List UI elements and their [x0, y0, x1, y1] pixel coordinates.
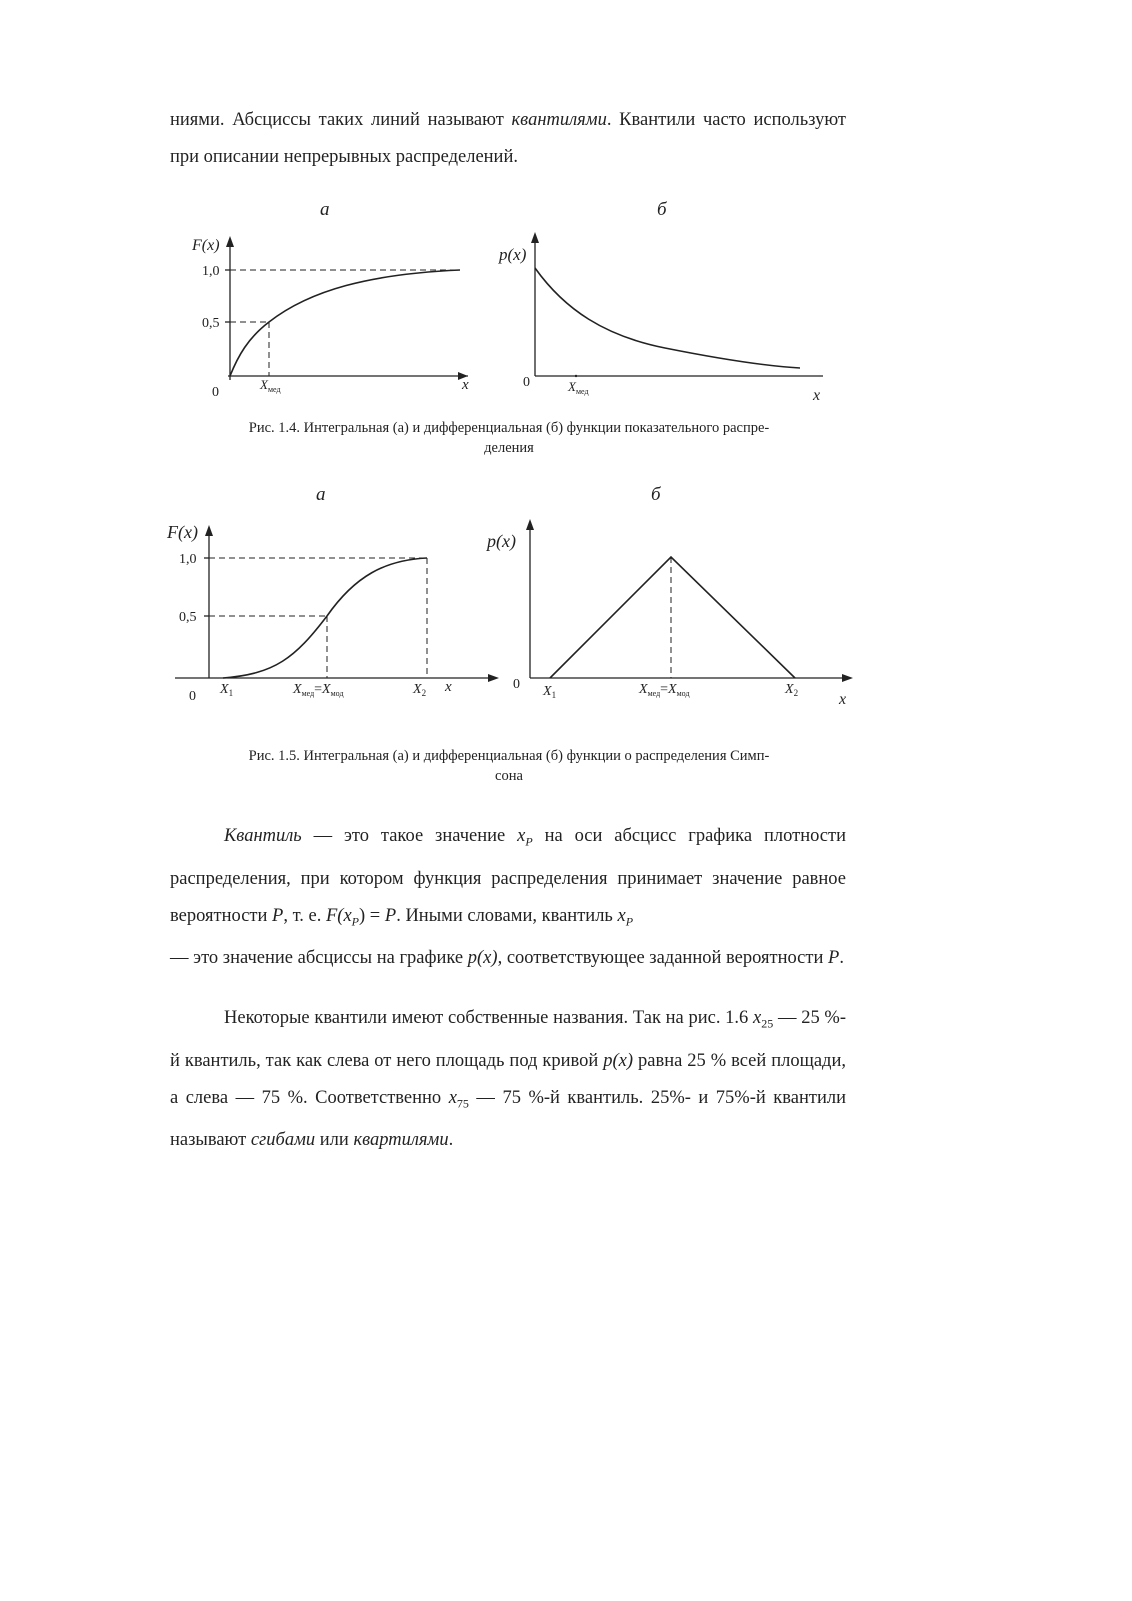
fig15-label-a: а: [316, 484, 326, 505]
fig15-caption: [175, 746, 843, 786]
text-run: — 25 %-й квантиль, так как слева от него площадь под кривой: [170, 1008, 846, 1071]
fig15-b-plot: [485, 515, 865, 710]
named-quantiles-paragraph: [170, 1000, 846, 1159]
fig15a-curve: [223, 558, 427, 678]
text-run: — это такое значение: [301, 826, 518, 846]
fig15b-ylabel: p(x): [487, 531, 516, 551]
text-run: на оси абсцисс графика плотности распределения, при котором функция распределения принимает значение равное вероятности: [170, 826, 846, 926]
text-run: — это значение абсциссы на графике: [170, 948, 468, 969]
text-run: ) =: [359, 905, 385, 926]
sub-p: P: [625, 914, 634, 929]
fig15b-y-arrow: [526, 519, 534, 530]
sub-75: 75: [456, 1096, 469, 1111]
fig15a-xlabel: x: [445, 679, 452, 695]
var-x: x: [617, 905, 626, 926]
fig14-label-b: б: [657, 199, 667, 220]
fig15a-origin: 0: [189, 689, 196, 704]
top-text-2: . Квантили часто: [606, 110, 746, 130]
var-x: x: [753, 1008, 762, 1028]
quantile-definition-paragraph: [170, 818, 846, 977]
formula-f: F(x: [325, 905, 352, 926]
fig14-caption-line1: Рис. 1.4. Интегральная (а) и дифференциальная (б) функции показательного распре-: [248, 420, 770, 436]
fig15b-xlabel: x: [839, 691, 847, 708]
fig15b-x2: $X_2$: [785, 682, 799, 698]
term-quantiles: квантилями: [511, 110, 607, 130]
fig15b-x1: $X_1$: [543, 684, 557, 700]
text-run: — 75 %-й квантиль. 25%- и 75%-й квантили называют: [170, 1087, 846, 1151]
fig14a-xmed: $X_{мед}$: [260, 377, 281, 394]
text-run: . Иными словами, квантиль: [396, 905, 618, 926]
text-run: .: [839, 948, 844, 969]
text-run: равна 25 % всей площади, а слева — 75 %. Соответственно: [170, 1050, 846, 1108]
var-p: P: [828, 948, 840, 969]
fig15b-triangle: [550, 557, 795, 678]
fig15a-x2: $X_2$: [413, 682, 427, 698]
fig14-caption-line2: деления: [484, 440, 534, 456]
fig14a-curve: [230, 270, 460, 376]
fig15-label-b: б: [651, 484, 661, 505]
fig14b-xlabel: x: [813, 387, 821, 404]
fig14-label-a: а: [320, 199, 330, 220]
text-run: , соответствующее заданной вероятности: [497, 948, 829, 969]
top-text-1: ниями. Абсциссы таких линий называют: [170, 110, 504, 130]
fig14a-tick-1: 1,0: [202, 264, 220, 279]
top-text-3: используют при описании непрерывных распределений.: [170, 110, 847, 167]
formula-px: p(x): [467, 948, 498, 969]
fig15a-ylabel: F(x): [167, 522, 198, 542]
fig14b-y-arrow: [531, 232, 539, 243]
fig14-caption: [175, 418, 843, 458]
fig15a-x1: $X_1$: [220, 682, 234, 698]
fig15b-origin: 0: [513, 677, 520, 692]
fig14b-ylabel: p(x): [499, 245, 527, 264]
fig15-caption-line1: Рис. 1.5. Интегральная (а) и дифференциальная (б) функции о распределения Симп-: [248, 748, 770, 764]
sub-p: P: [351, 914, 360, 929]
sub-25: 25: [761, 1016, 774, 1031]
formula-px: p(x): [603, 1050, 634, 1071]
fig14a-y-arrow: [226, 236, 234, 247]
fig15a-y-arrow: [205, 525, 213, 536]
fig14a-origin: 0: [212, 385, 219, 400]
text-run: Некоторые квантили имеют собственные названия. Так на рис. 1.6: [224, 1008, 754, 1028]
fig15a-tick-05: 0,5: [179, 610, 197, 625]
sub-p: P: [525, 834, 533, 849]
top-paragraph: [170, 102, 846, 176]
term-bends: сгибами: [250, 1130, 316, 1151]
text-run: или: [315, 1130, 354, 1151]
fig14a-ylabel: F(x): [192, 237, 220, 254]
var-p: P: [384, 905, 397, 926]
var-x: x: [448, 1087, 457, 1108]
fig15b-x-arrow: [842, 674, 853, 682]
fig14-b-plot: [495, 230, 840, 410]
fig14a-tick-05: 0,5: [202, 316, 220, 331]
fig14a-xlabel: x: [462, 377, 469, 393]
fig14b-xmed: $X_{мед}$: [568, 379, 589, 396]
fig15-caption-line2: сона: [495, 768, 523, 784]
var-p: P: [272, 905, 284, 926]
term-quartiles: квартилями: [353, 1130, 449, 1151]
term-quantile: Квантиль: [224, 826, 302, 846]
text-run: , т. е.: [283, 905, 326, 926]
fig15-a-plot: [165, 518, 505, 708]
var-x: x: [517, 826, 526, 846]
fig14b-origin: 0: [523, 375, 530, 390]
fig14b-curve: [535, 268, 800, 368]
fig15b-xmed-xmod: $X_{мед}=X_{мод}$: [639, 682, 690, 698]
fig15a-xmed-xmod: $X_{мед}=X_{мод}$: [293, 682, 344, 698]
fig14-a-plot: [170, 230, 490, 405]
text-run: .: [448, 1130, 454, 1151]
fig15a-tick-1: 1,0: [179, 552, 197, 567]
